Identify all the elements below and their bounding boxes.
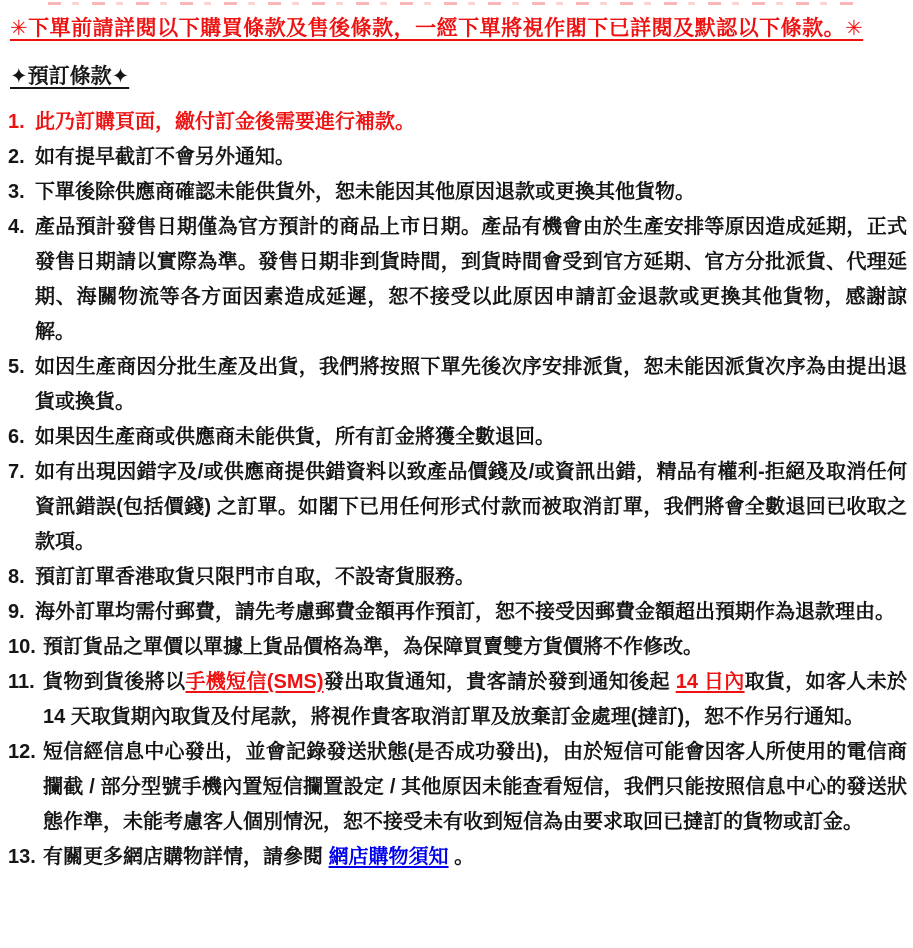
term-text [35, 560, 907, 595]
term-text [35, 350, 907, 420]
term-number: 11. [8, 671, 35, 693]
term-text [35, 105, 907, 140]
term-number: 1. [8, 111, 25, 133]
term-item-13 [8, 840, 907, 875]
term-number: 7. [8, 461, 25, 483]
term-number: 3. [8, 181, 25, 203]
terms-list [8, 105, 913, 875]
term-text-segment: 產品預計發售日期僅為官方預計的商品上市日期。產品有機會由於生產安排等原因造成延期，正式發售日期請以實際為準。發售日期非到貨時間，到貨時間會受到官方延期、官方分批派貨、代理延期、海關物流等各方面因素造成延遲，恕不接受以此原因申請訂金退款或更換其他貨物，感謝諒解。 [35, 216, 907, 343]
term-number: 5. [8, 356, 25, 378]
red-underline-segment: 14 日內 [675, 671, 745, 693]
term-number: 6. [8, 426, 25, 448]
term-item-7 [8, 455, 907, 560]
term-text [43, 665, 913, 735]
term-text-segment: 如有出現因錯字及/或供應商提供錯資料以致產品價錢及/或資訊出錯，精品有權利-拒絕及取消任何資訊錯誤(包括價錢) 之訂單。如閣下已用任何形式付款而被取消訂單，我們將會全數退回已收取之款項。 [35, 461, 907, 553]
term-text [43, 840, 907, 875]
term-text [35, 420, 907, 455]
term-text [35, 455, 907, 560]
term-text-segment: 如因生產商因分批生產及出貨，我們將按照下單先後次序安排派貨，恕未能因派貨次序為由提出退貨或換貨。 [35, 356, 907, 413]
pre-order-notice: ✳下單前請詳閱以下購買條款及售後條款，一經下單將視作閣下已詳閱及默認以下條款。✳ [10, 17, 864, 40]
term-text [35, 210, 907, 350]
term-item-8 [8, 560, 907, 595]
term-text-segment: 預訂訂單香港取貨只限門市自取，不設寄貨服務。 [35, 566, 475, 588]
term-text [43, 630, 907, 665]
term-item-5 [8, 350, 907, 420]
term-text-segment: 下單後除供應商確認未能供貨外，恕未能因其他原因退款或更換其他貨物。 [35, 181, 695, 203]
term-text-segment: 發出取貨通知，貴客請於發到通知後起 [323, 671, 676, 693]
term-number: 2. [8, 146, 25, 168]
term-text-segment: 如有提早截訂不會另外通知。 [35, 146, 295, 168]
term-text [35, 595, 907, 630]
term-text-segment: 取貨，如客人未於 14 天取貨期內取貨及付尾款，將視作貴客取消訂單及放棄訂金處理(撻訂)，恕不作另行通知。 [43, 671, 913, 728]
term-item-12 [8, 735, 907, 840]
term-number: 12. [8, 741, 36, 763]
term-text-segment: 。 [448, 846, 475, 868]
term-number: 9. [8, 601, 25, 623]
term-item-2 [8, 140, 907, 175]
clipped-text-fragment [48, 2, 858, 5]
term-text [43, 735, 907, 840]
red-underline-segment: 手機短信(SMS) [185, 671, 324, 693]
term-item-3 [8, 175, 907, 210]
store-shopping-notice-link[interactable]: 網店購物須知 [328, 846, 449, 868]
term-text [35, 140, 907, 175]
term-item-6 [8, 420, 907, 455]
term-item-10 [8, 630, 907, 665]
term-text-segment: 如果因生產商或供應商未能供貨，所有訂金將獲全數退回。 [35, 426, 555, 448]
term-text [35, 175, 907, 210]
section-title: ✦預訂條款✦ [10, 65, 130, 88]
term-item-11 [8, 665, 913, 735]
term-text-segment: 短信經信息中心發出，並會記錄發送狀態(是否成功發出)，由於短信可能會因客人所使用的電信商攔截 / 部分型號手機內置短信攔置設定 / 其他原因未能查看短信，我們只能按照信息中心的發送狀態作準，未能考慮客人個別情況，恕不接受未有收到短信為由要求取回已撻訂的貨物或訂金。 [43, 741, 907, 833]
term-number: 10. [8, 636, 36, 658]
term-number: 13. [8, 846, 36, 868]
term-text-segment: 海外訂單均需付郵費，請先考慮郵費金額再作預訂，恕不接受因郵費金額超出預期作為退款理由。 [35, 601, 895, 623]
term-text-segment: 有關更多網店購物詳情，請參閱 [43, 846, 329, 868]
term-item-9 [8, 595, 907, 630]
term-number: 4. [8, 216, 25, 238]
term-text-segment: 預訂貨品之單價以單據上貨品價格為準，為保障買賣雙方貨價將不作修改。 [43, 636, 703, 658]
term-item-4 [8, 210, 907, 350]
term-text-segment: 此乃訂購頁面，繳付訂金後需要進行補款。 [35, 111, 415, 133]
term-number: 8. [8, 566, 25, 588]
term-item-1 [8, 105, 907, 140]
term-text-segment: 貨物到貨後將以 [43, 671, 186, 693]
